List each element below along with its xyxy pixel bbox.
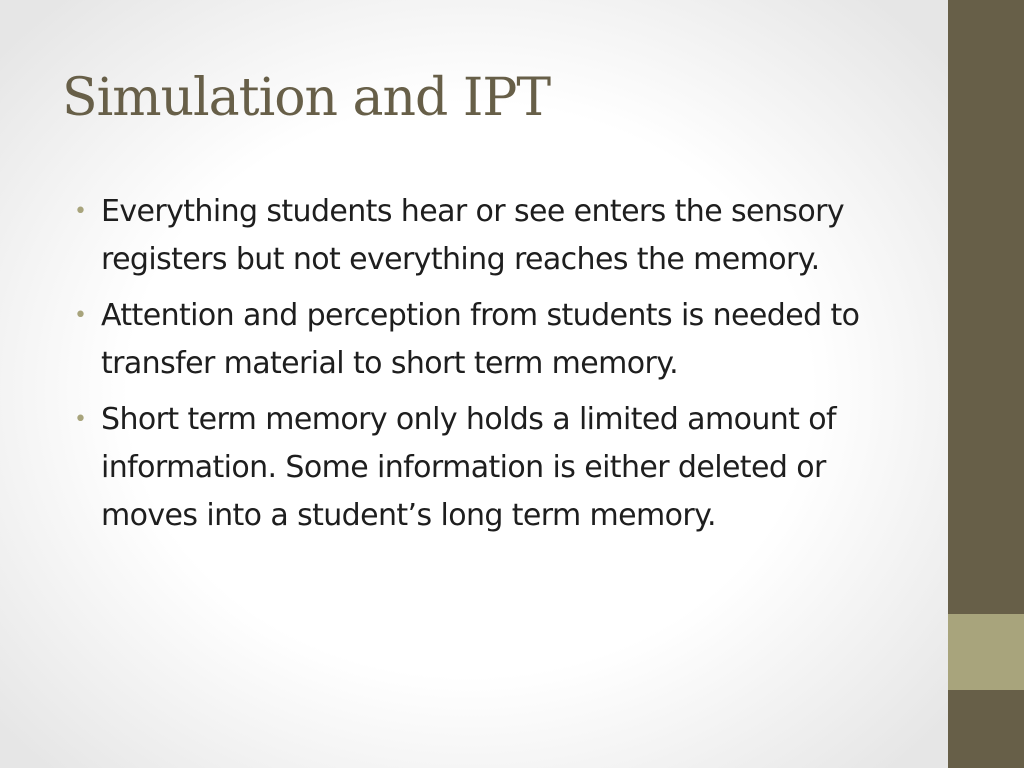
bullet-text: Everything students hear or see enters the sensory registers but not everything reaches the memory. (101, 194, 844, 277)
sidebar-accent-block (948, 614, 1024, 690)
bullet-marker-icon: • (74, 199, 87, 224)
bullet-marker-icon: • (74, 407, 87, 432)
slide-title: Simulation and IPT (62, 68, 551, 128)
bullet-item (74, 292, 894, 388)
bullet-marker-icon: • (74, 303, 87, 328)
bullet-text: Attention and perception from students is needed to transfer material to short term memory. (101, 298, 860, 381)
bullet-item (74, 188, 894, 284)
bullet-text: Short term memory only holds a limited amount of information. Some information is either deleted or moves into a student’s long term memory. (101, 402, 836, 533)
bullet-list (74, 188, 894, 548)
bullet-item (74, 396, 894, 540)
